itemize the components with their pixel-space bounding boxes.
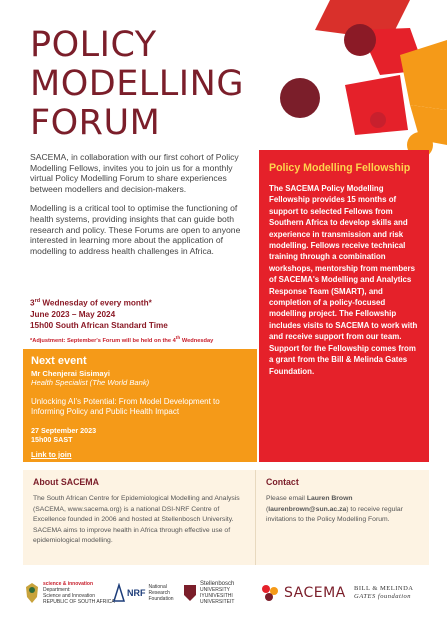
gates-logo-text (354, 585, 413, 601)
adjustment-note (30, 336, 258, 344)
about-section (33, 477, 246, 547)
intro-paragraph-2: Modelling is a critical tool to optimise the functioning of health systems, providing insights that can guide both research and policy. These Forums are open to anyone interested in learning more about the application of modelling to address health challenges in Africa. (30, 203, 241, 256)
nrf-swoosh-icon (112, 583, 126, 603)
sacema-website-link[interactable]: www.sacema.org (67, 505, 120, 513)
deco-shape-group (280, 0, 447, 158)
ordinal-number: 3 (30, 298, 35, 308)
sacema-wordmark: SACEMA (284, 585, 346, 601)
adjustment-suffix: th (175, 336, 181, 341)
nrf-mark: NRF (127, 588, 146, 598)
page-title (30, 26, 270, 143)
partner-logos (20, 573, 430, 613)
contact-text (266, 494, 421, 526)
contact-text-after: ) to receive regular invitations to the Policy Modelling Forum. (266, 505, 403, 524)
nrf-line-3: Foundation (148, 596, 174, 602)
su-line-1: Stellenbosch (200, 581, 235, 587)
nrf-line-2: Research (148, 590, 170, 596)
title-line-1: POLICY (30, 25, 157, 65)
dsi-line-3: Science and Innovation (43, 593, 95, 599)
su-line-4: UNIVERSITEIT (200, 599, 235, 605)
section-divider (255, 470, 256, 565)
about-text (33, 494, 246, 547)
contact-email-link[interactable]: laurenbrown@sun.ac.za (268, 505, 347, 513)
schedule-period: June 2023 – May 2024 (30, 309, 116, 319)
fellowship-panel (259, 150, 429, 462)
sacema-logo (260, 573, 346, 613)
event-date: 27 September 2023 (31, 426, 97, 435)
nrf-logo-text (149, 584, 174, 602)
fellowship-title: Policy Modelling Fellowship (269, 162, 411, 174)
contact-section (266, 477, 421, 526)
stellenbosch-logo (183, 573, 234, 613)
about-text-after: ) is a national DSI-NRF Centre of Excellence founded in 2006 and hosted at Stellenbosch University. SACEMA aims to improve health in Africa through effective use of epidemiological modelling. (33, 505, 234, 545)
nrf-line-1: National (148, 584, 167, 590)
schedule-recurrence (30, 296, 255, 309)
sacema-mark-icon (260, 583, 280, 603)
fellowship-body: The SACEMA Policy Modelling Fellowship provides 15 months of support to selected Fellows from Southern Africa to develop skills and experience in transmission and risk modelling. Fellows receive technical training through a combination workshops, mentorship from members of SACEMA's Modelling and Analytics Response Team (SMART), and completion of a policy-focused modelling project. The Fellowship includes visits to SACEMA to work with and receive support from our team. Support for the Fellowship comes from a grant from the Bill & Melinda Gates Foundation. (269, 184, 418, 376)
intro-paragraph-1: SACEMA, in collaboration with our first cohort of Policy Modelling Fellows, invites you to join us for a monthly virtual Policy Modelling Forum to share experiences between modellers and decision-makers. (30, 152, 239, 194)
event-talk-title: Unlocking AI's Potential: From Model Development to Informing Policy and Public Health Impact (31, 397, 220, 416)
su-line-2: UNIVERSITY (200, 587, 231, 593)
gates-foundation-logo (354, 573, 413, 613)
dsi-logo (24, 573, 115, 613)
join-link[interactable]: Link to join (31, 450, 72, 459)
title-line-2: MODELLING (30, 64, 244, 104)
event-time: 15h00 SAST (31, 435, 73, 444)
title-line-3: FORUM (30, 103, 161, 143)
su-line-3: IYUNIVESITHI (200, 593, 233, 599)
next-event-panel (23, 349, 257, 462)
schedule-time: 15h00 South African Standard Time (30, 320, 168, 330)
nrf-logo (112, 573, 174, 613)
event-speaker-role: Health Specialist (The World Bank) (31, 378, 150, 387)
info-band (23, 470, 429, 565)
stellenbosch-logo-text (200, 581, 234, 605)
event-speaker: Mr Chenjerai Sisimayi (31, 369, 110, 378)
deco-circle-dark-top (344, 24, 376, 56)
schedule-block (30, 296, 255, 331)
coat-of-arms-icon (24, 581, 40, 605)
dsi-line-4: REPUBLIC OF SOUTH AFRICA (43, 599, 115, 605)
dsi-line-1: science & innovation (43, 581, 94, 587)
gates-line-2: GATES foundation (354, 593, 412, 600)
gates-line-1: BILL & MELINDA (354, 585, 414, 592)
ordinal-suffix: rd (34, 298, 41, 304)
about-heading: About SACEMA (33, 477, 99, 487)
contact-text-before: Please email (266, 495, 307, 502)
stellenbosch-crest-icon (183, 583, 197, 603)
contact-open-paren: ( (266, 505, 269, 513)
decorative-shapes (260, 0, 447, 160)
next-event-heading: Next event (31, 355, 87, 367)
about-text-before: The South African Centre for Epidemiological Modelling and Analysis (SACEMA, (33, 495, 240, 513)
contact-name: Lauren Brown (306, 495, 353, 502)
recurrence-text: Wednesday of every month* (40, 298, 152, 308)
adjustment-tail: Wednesday (180, 337, 214, 344)
dsi-line-2: Department: (43, 587, 71, 593)
adjustment-text: *Adjustment: September's Forum will be held on the 4 (30, 337, 176, 344)
contact-heading: Contact (266, 477, 299, 487)
intro-text (30, 152, 255, 265)
deco-circle-red (370, 112, 386, 128)
dsi-logo-text (43, 581, 115, 605)
deco-circle-dark (280, 78, 320, 118)
